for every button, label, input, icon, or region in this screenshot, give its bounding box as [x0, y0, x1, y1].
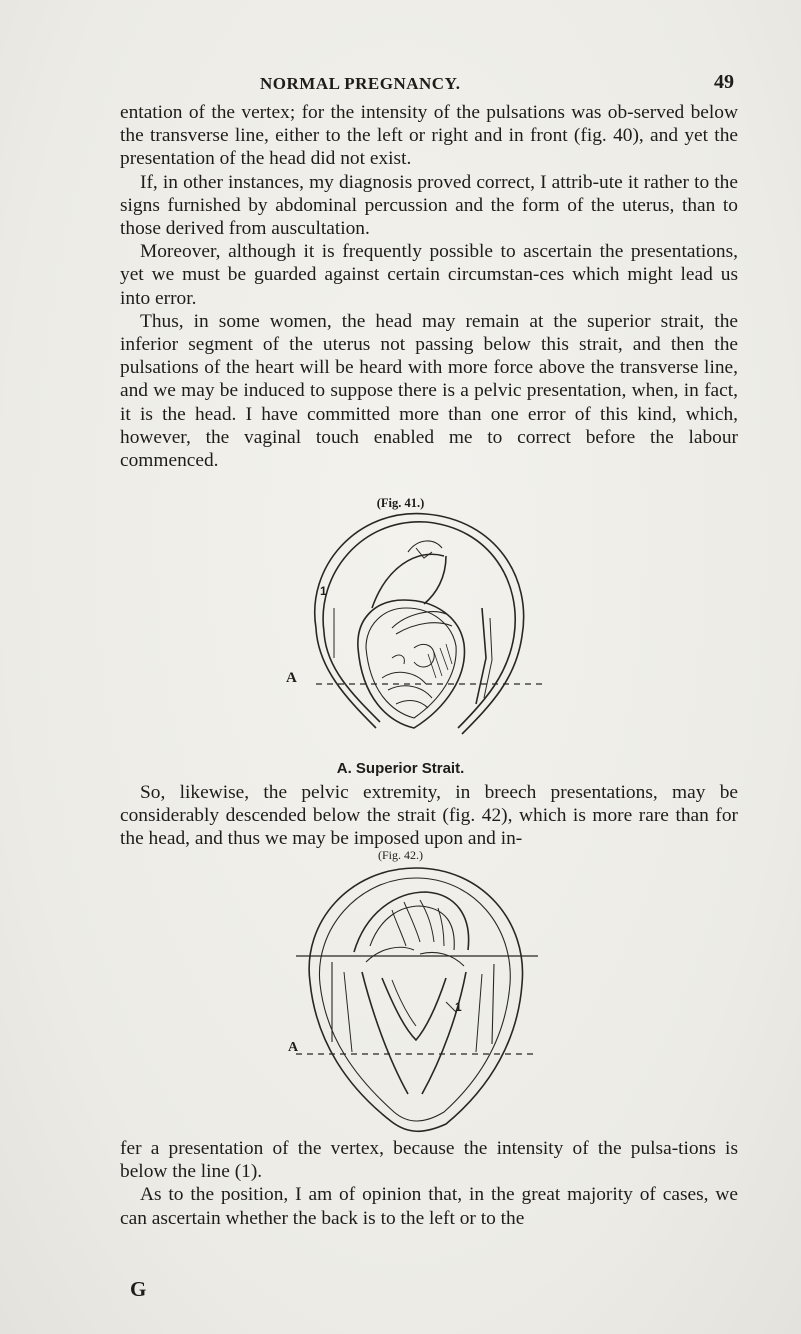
figure-1-caption: A. Superior Strait.: [336, 760, 465, 777]
running-title: NORMAL PREGNANCY.: [260, 74, 461, 93]
running-head: [120, 71, 740, 98]
paragraph: As to the position, I am of opinion that, in the great majority of cases, we can ascertain whether the back is to the left or to the: [120, 1184, 738, 1229]
signature-mark: G: [130, 1277, 147, 1301]
page-number: 49: [714, 71, 734, 93]
figure-2-label: (Fig. 42.): [378, 848, 423, 862]
paragraph: If, in other instances, my diagnosis proved correct, I attrib-ute it rather to the signs furnished by abdominal percussion and the form of the uterus, than to those derived from auscultation.: [120, 171, 738, 240]
paragraph: fer a presentation of the vertex, because the intensity of the pulsa-tions is below the line (1).: [120, 1138, 738, 1183]
figure-1-label: (Fig. 41.): [376, 496, 425, 510]
paragraph: Moreover, although it is frequently possible to ascertain the presentations, yet we must be guarded against certain circumstan-ces which might lead us into error.: [120, 241, 738, 309]
text-block-top: [120, 101, 738, 472]
figure-2-marker-a: A: [288, 1040, 299, 1055]
paragraph: entation of the vertex; for the intensity of the pulsations was ob-served below the transverse line, either to the left or right and in front (fig. 40), and yet the presentation of the head did not exist.: [120, 102, 738, 170]
figure-2-marker-1: 1: [455, 1000, 462, 1014]
figure-42-illustration: [296, 862, 538, 1134]
paragraph: Thus, in some women, the head may remain at the superior strait, the inferior segment of the uterus not passing below this strait, and then the pulsations of the heart will be heard with more force above the transverse line, and we may be induced to suppose there is a pelvic presentation, when, in fact, it is the head. I have committed more than one error of this kind, which, however, the vaginal touch enabled me to correct before the labour commenced.: [120, 310, 738, 472]
paragraph: So, likewise, the pelvic extremity, in breech presentations, may be considerably descended below the strait (fig. 42), which is more rare than for the head, and thus we may be imposed upon and in-: [120, 782, 738, 850]
text-block-middle: [120, 781, 738, 851]
text-block-bottom: [120, 1137, 738, 1230]
figure-1-marker-1: 1: [320, 584, 327, 598]
figure-41-illustration: [296, 508, 542, 756]
figure-1-marker-a: A: [286, 670, 297, 686]
